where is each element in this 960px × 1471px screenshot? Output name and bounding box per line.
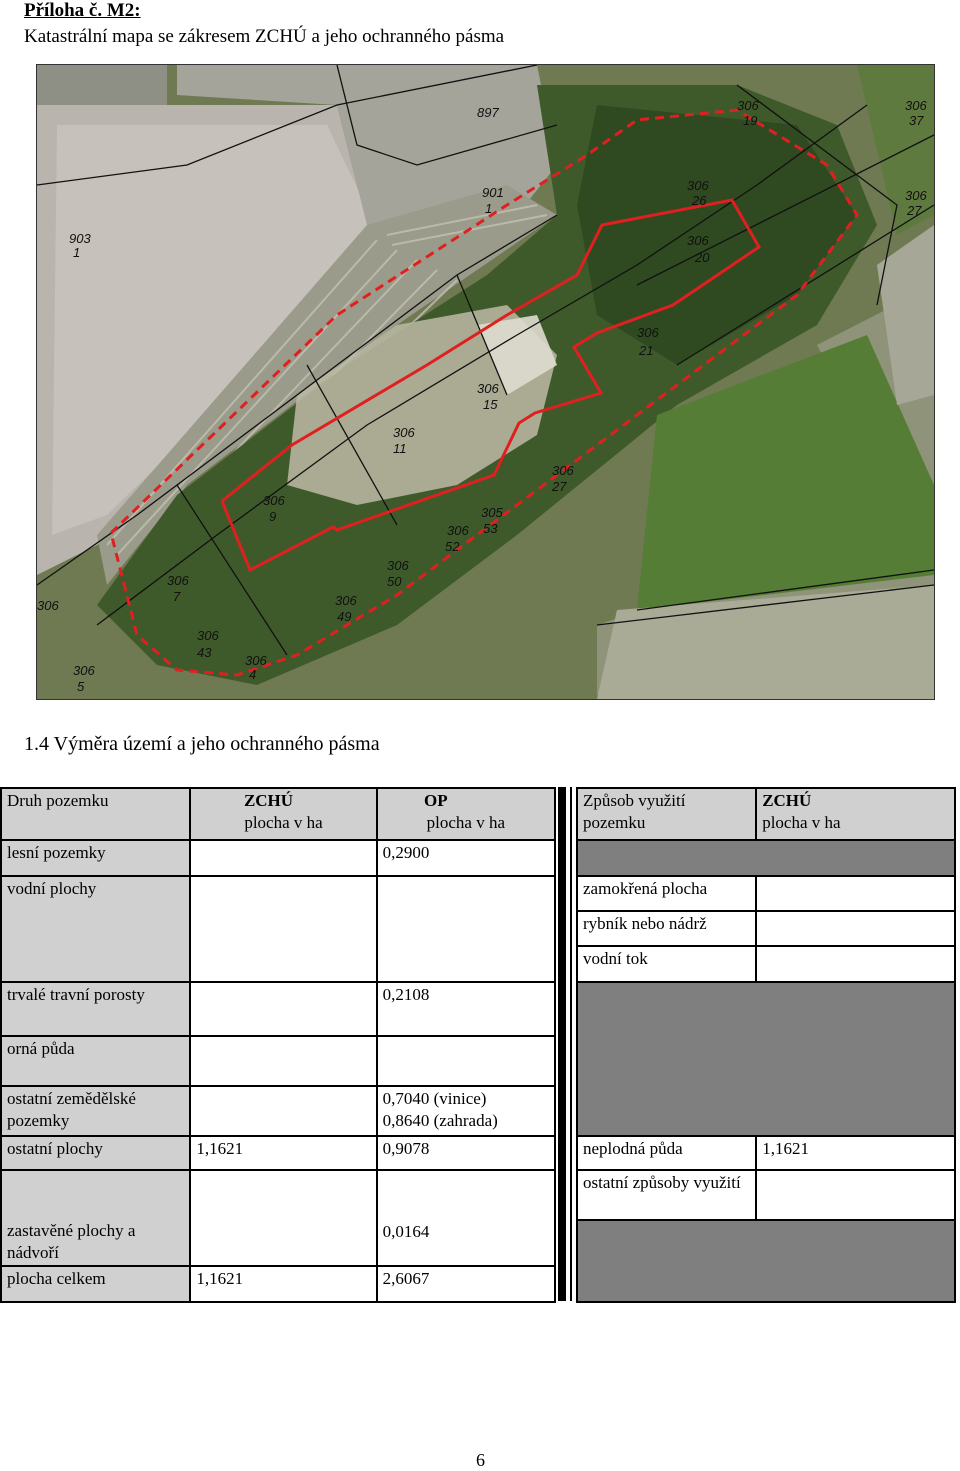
header-druh: Druh pozemku [1,788,190,840]
svg-text:15: 15 [483,397,498,412]
row-zamokrena-zchu [756,876,955,911]
row-ttp-zchu [190,982,376,1036]
header-zchu-right: ZCHÚ plocha v ha [756,788,955,840]
row-zamokrena: zamokřená plocha [577,876,756,911]
svg-text:53: 53 [483,521,498,536]
svg-text:21: 21 [639,343,654,358]
svg-text:43: 43 [197,645,212,660]
row-ostatni-zpusoby: ostatní způsoby využití [577,1170,756,1220]
row-vodni-op [377,876,555,982]
row-celkem-zchu: 1,1621 [190,1266,376,1302]
row-ostpl-zchu: 1,1621 [190,1136,376,1170]
header-op: OP plocha v ha [377,788,555,840]
row-zast-zchu [190,1170,376,1266]
row-orna-op [377,1036,555,1086]
row-rybnik: rybník nebo nádrž [577,911,756,946]
svg-text:306: 306 [245,653,267,668]
row-ostpl-druh: ostatní plochy [1,1136,190,1170]
row-neplodna-zchu: 1,1621 [756,1136,955,1170]
header-zchu: ZCHÚ plocha v ha [190,788,376,840]
svg-text:306: 306 [393,425,415,440]
svg-text:11: 11 [393,441,407,456]
svg-text:305: 305 [481,505,503,520]
cadastral-map-aerial [36,64,935,700]
row-vodni-tok-zchu [756,946,955,982]
section-title: 1.4 Výměra území a jeho ochranného pásma [24,733,380,755]
svg-text:49: 49 [337,609,352,624]
svg-text:306: 306 [197,628,219,643]
svg-text:7: 7 [173,589,181,604]
svg-text:20: 20 [695,250,710,265]
svg-text:5: 5 [77,679,85,694]
svg-text:306: 306 [73,663,95,678]
header-zpusob: Způsob využití pozemku [577,788,756,840]
svg-text:306: 306 [637,325,659,340]
land-type-table [0,787,556,1303]
row-ttp-op: 0,2108 [377,982,555,1036]
land-use-table [576,787,956,1303]
row-ostpl-op: 0,9078 [377,1136,555,1170]
svg-text:306: 306 [387,558,409,573]
row-neplodna: neplodná půda [577,1136,756,1170]
svg-text:306: 306 [477,381,499,396]
svg-text:306: 306 [263,493,285,508]
row-celkem-op: 2,6067 [377,1266,555,1302]
row-ostatni-zpusoby-zchu [756,1170,955,1220]
row-zast-druh: zastavěné plochy a nádvoří [1,1170,190,1266]
table-separator-gap [566,787,570,1301]
row-orna-zchu [190,1036,376,1086]
svg-text:1: 1 [73,245,81,260]
row-lesni-zchu [190,840,376,876]
svg-text:306: 306 [687,233,709,248]
row-ttp-druh: trvalé travní porosty [1,982,190,1036]
svg-text:903: 903 [69,231,91,246]
row-celkem-druh: plocha celkem [1,1266,190,1302]
svg-text:306: 306 [37,598,59,613]
svg-text:306: 306 [167,573,189,588]
page-number: 6 [476,1450,485,1470]
row-vodni-zchu [190,876,376,982]
row-zast-op: 0,0164 [377,1170,555,1266]
svg-text:26: 26 [692,193,707,208]
svg-text:9: 9 [269,509,277,524]
svg-text:897: 897 [477,105,499,120]
svg-text:306: 306 [335,593,357,608]
row-vodni-tok: vodní tok [577,946,756,982]
svg-text:306: 306 [447,523,469,538]
svg-text:27: 27 [907,203,922,218]
svg-text:52: 52 [445,539,460,554]
svg-text:4: 4 [249,667,257,682]
row-dark-1 [577,840,955,876]
svg-text:306: 306 [687,178,709,193]
row-rybnik-zchu [756,911,955,946]
svg-text:37: 37 [909,113,924,128]
row-ostzem-zchu [190,1086,376,1136]
row-orna-druh: orná půda [1,1036,190,1086]
map-subtitle: Katastrální mapa se zákresem ZCHÚ a jeho ochranného pásma [24,26,505,47]
svg-text:27: 27 [552,479,567,494]
annex-title: Příloha č. M2: [24,0,141,21]
svg-text:306: 306 [737,98,759,113]
row-dark-3 [577,1220,955,1302]
svg-text:306: 306 [552,463,574,478]
svg-text:50: 50 [387,574,402,589]
svg-text:306: 306 [905,98,927,113]
svg-text:306: 306 [905,188,927,203]
row-ostzem-druh: ostatní zemědělské pozemky [1,1086,190,1136]
row-lesni-druh: lesní pozemky [1,840,190,876]
row-dark-2 [577,982,955,1136]
svg-text:901: 901 [482,185,504,200]
svg-text:19: 19 [743,113,758,128]
row-vodni-druh: vodní plochy [1,876,190,982]
row-ostzem-op: 0,7040 (vinice) 0,8640 (zahrada) [377,1086,555,1136]
row-lesni-op: 0,2900 [377,840,555,876]
svg-text:1: 1 [485,201,493,216]
